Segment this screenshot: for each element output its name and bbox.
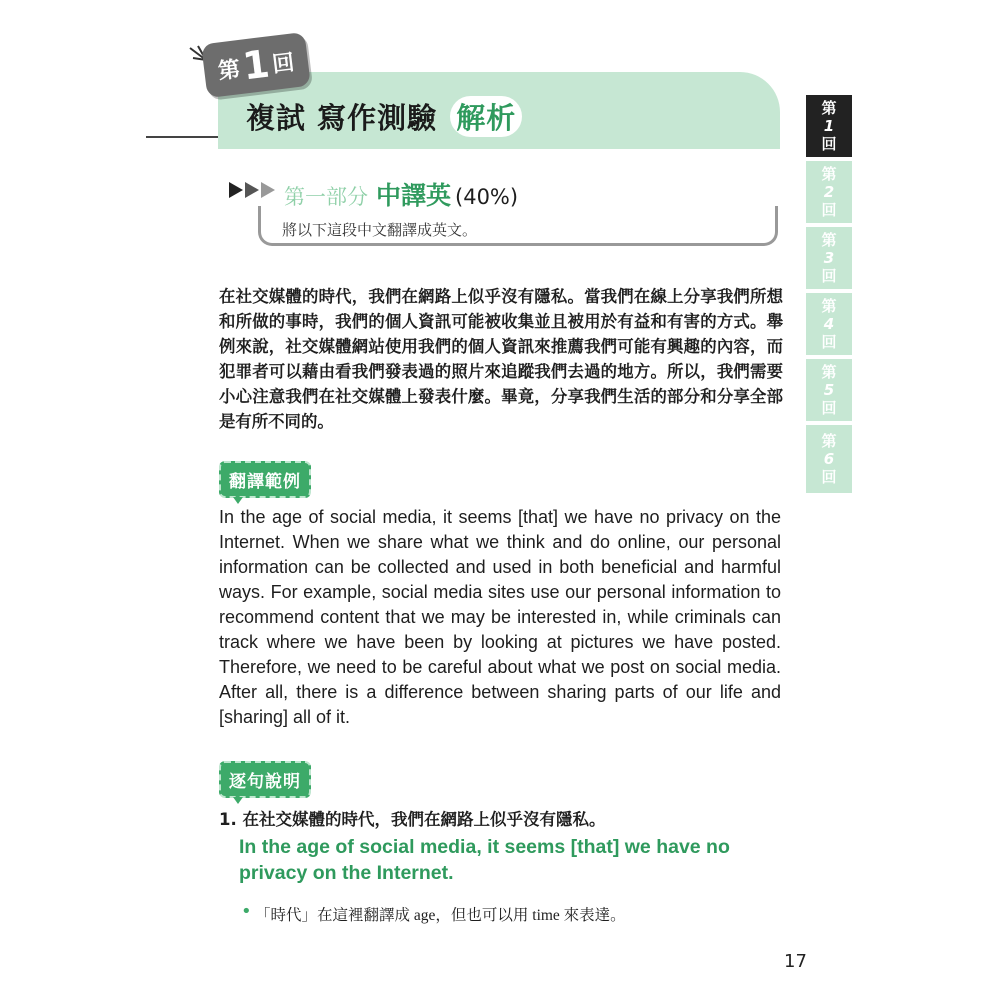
tab-label-top: 第 — [821, 231, 837, 249]
tab-label-bottom: 回 — [821, 333, 837, 351]
tab-round-5[interactable] — [806, 359, 852, 423]
page-title-main: 複試 寫作測驗 — [246, 101, 449, 135]
tab-label-number: 5 — [823, 381, 835, 399]
chinese-passage: 在社交媒體的時代，我們在網路上似乎沒有隱私。當我們在線上分享我們所想和所做的事時，我們的個人資訊可能被收集並且被用於有益和有害的方式。舉例來說，社交媒體網站使用我們的個人資訊來推薦我們可能有興趣的內容，而犯罪者可以藉由看我們發表過的照片來追蹤我們去過的地方。所以，我們需要小心注意我們在社交媒體上發表什麼。畢竟，分享我們生活的部分和分享全部是有所不同的。 — [219, 287, 783, 431]
badge-number: 1 — [240, 41, 272, 89]
sentence-1-english: In the age of social media, it seems [that] we have no privacy on the Internet. — [239, 836, 730, 884]
header-rule — [146, 136, 222, 138]
sample-translation-label: 翻譯範例 — [219, 461, 311, 498]
tab-label-number: 1 — [823, 117, 835, 135]
tab-label-bottom: 回 — [821, 267, 837, 285]
tab-label-top: 第 — [821, 297, 837, 315]
tab-label-top: 第 — [821, 363, 837, 381]
sentence-1-note: 「時代」在這裡翻譯成 age，但也可以用 time 來表達。 — [255, 907, 626, 924]
tab-label-bottom: 回 — [821, 201, 837, 219]
tab-label-bottom: 回 — [821, 468, 837, 486]
page-number: 17 — [784, 951, 807, 972]
english-passage: In the age of social media, it seems [that] we have no privacy on the Internet. When we share what we think and do online, our personal information can be collected and used in both beneficial and harmful ways. For example, social media sites use our personal information to recommend content that we may be interested in, while criminals can track where we have been by looking at pictures we have posted. Therefore, we need to be careful about what we post on social media. After all, there is a difference between sharing parts of our life and [sharing] all of it. — [219, 507, 781, 727]
tab-label-top: 第 — [821, 432, 837, 450]
tab-round-1[interactable] — [806, 95, 852, 159]
badge-suffix: 回 — [270, 49, 296, 78]
tab-label-bottom: 回 — [821, 399, 837, 417]
tab-round-3[interactable] — [806, 227, 852, 291]
tab-label-number: 3 — [823, 249, 835, 267]
tab-label-number: 4 — [823, 315, 835, 333]
badge-prefix: 第 — [216, 56, 242, 85]
tab-round-4[interactable] — [806, 293, 852, 357]
page-title — [246, 96, 522, 137]
bullet-icon: • — [241, 901, 252, 922]
sentence-1-chinese: 1. 在社交媒體的時代，我們在網路上似乎沒有隱私。 — [219, 810, 606, 829]
part-percent: (40%) — [455, 185, 519, 209]
sentence-explanation-label: 逐句說明 — [219, 761, 311, 798]
tab-round-6[interactable] — [806, 425, 852, 495]
tab-label-bottom: 回 — [821, 135, 837, 153]
tab-label-number: 2 — [823, 183, 835, 201]
part-label: 第一部分 — [284, 185, 368, 209]
page-title-highlight: 解析 — [450, 96, 522, 137]
part-title: 中譯英 — [376, 181, 452, 210]
tab-round-2[interactable] — [806, 161, 852, 225]
tab-label-top: 第 — [821, 165, 837, 183]
tab-label-number: 6 — [823, 450, 835, 468]
triple-arrow-icon — [229, 180, 277, 200]
instruction-text: 將以下這段中文翻譯成英文。 — [282, 221, 478, 239]
tab-label-top: 第 — [821, 99, 837, 117]
